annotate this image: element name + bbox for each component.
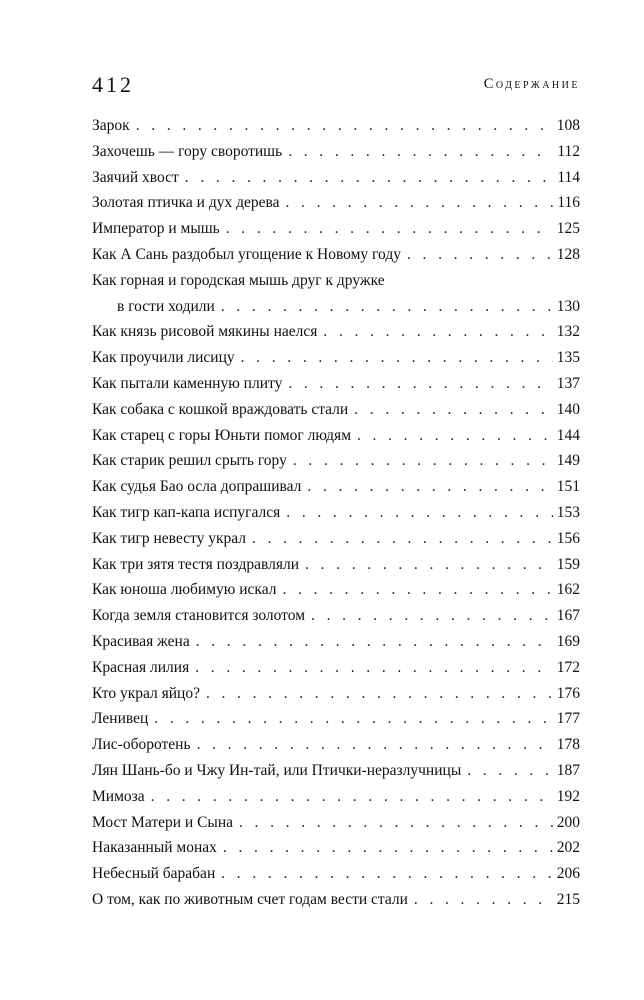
- toc-entry-page: 130: [556, 297, 580, 315]
- toc-leader-dots: [407, 242, 553, 268]
- toc-leader-dots: [307, 474, 552, 500]
- toc-entry-title: Красивая жена: [92, 632, 190, 650]
- toc-entry-title: Лис-оборотень: [92, 736, 191, 754]
- toc-entry-title: Как юноша любимую искал: [92, 581, 277, 599]
- toc-leader-dots: [196, 629, 553, 655]
- toc-leader-dots: [151, 784, 553, 810]
- toc-entry: [92, 526, 580, 552]
- toc-entry-title: Лян Шань-бо и Чжу Ин-тай, или Птички-неразлучницы: [92, 761, 462, 779]
- running-head: Содержание: [483, 76, 580, 92]
- toc-entry: [92, 500, 580, 526]
- toc-entry-page: 202: [556, 839, 580, 857]
- toc-entry-title: Как тигр невесту украл: [92, 529, 246, 547]
- toc-leader-dots: [467, 758, 553, 784]
- toc-entry: [92, 113, 580, 139]
- toc-entry: [92, 835, 580, 861]
- toc-entry-title: Как собака с кошкой враждовать стали: [92, 400, 349, 418]
- toc-entry-page: 135: [556, 349, 580, 367]
- toc-leader-dots: [285, 190, 553, 216]
- toc-entry-title: Император и мышь: [92, 220, 220, 238]
- toc-entry-page: 200: [556, 813, 580, 831]
- toc-entry-title: Красная лилия: [92, 658, 190, 676]
- toc-entry-title: Захочешь — гору своротишь: [92, 142, 283, 160]
- toc-entry-title: Небесный барабан: [92, 865, 216, 883]
- toc-entry-title: Как А Сань раздобыл угощение к Новому году: [92, 245, 401, 263]
- toc-entry-page: 177: [556, 710, 580, 728]
- toc-entry: [92, 732, 580, 758]
- toc-entry-page: 149: [556, 452, 580, 470]
- toc-entry: [92, 706, 580, 732]
- toc-entry-title: Как судья Бао осла допрашивал: [92, 478, 302, 496]
- toc-leader-dots: [288, 371, 552, 397]
- toc-leader-dots: [311, 603, 553, 629]
- toc-entry-title: Как три зятя тестя поздравляли: [92, 555, 300, 573]
- toc-leader-dots: [185, 165, 554, 191]
- toc-entry-page: 108: [556, 117, 580, 134]
- toc-entry-page: 162: [556, 581, 580, 599]
- toc-entry-page: 125: [556, 220, 580, 238]
- toc-entry-page: 112: [557, 142, 580, 160]
- toc-entry: [92, 887, 580, 913]
- toc-entry: [92, 242, 580, 268]
- toc-entry: [92, 448, 580, 474]
- toc-leader-dots: [414, 887, 553, 913]
- toc-entry-title: Мимоза: [92, 787, 145, 805]
- toc-entry-page: 132: [556, 323, 580, 341]
- toc-leader-dots: [226, 216, 553, 242]
- page-number: 412: [92, 72, 134, 97]
- toc-leader-dots: [323, 319, 552, 345]
- toc-entry-page: 187: [556, 761, 580, 779]
- toc-entry-page: 137: [556, 374, 580, 392]
- toc-entry-title: Мост Матери и Сына: [92, 813, 233, 831]
- toc-entry-title: Как старик решил срыть гору: [92, 452, 287, 470]
- toc-leader-dots: [282, 577, 552, 603]
- toc-entry: [92, 319, 580, 345]
- toc-entry: [92, 577, 580, 603]
- toc-entry: [92, 603, 580, 629]
- toc-leader-dots: [305, 552, 553, 578]
- toc-entry: [92, 810, 580, 836]
- toc-entry-page: 169: [556, 632, 580, 650]
- toc-entry: [92, 268, 580, 320]
- toc-leader-dots: [357, 423, 553, 449]
- toc-entry-page: 215: [556, 890, 580, 908]
- toc-leader-dots: [286, 500, 552, 526]
- toc-leader-dots: [223, 835, 553, 861]
- toc-leader-dots: [354, 397, 553, 423]
- toc-entry: [92, 474, 580, 500]
- toc-entry: [92, 190, 580, 216]
- toc-entry-title: Наказанный монах: [92, 839, 217, 857]
- toc-leader-dots: [293, 448, 553, 474]
- toc-entry-page: 167: [556, 607, 580, 625]
- toc-leader-dots: [136, 113, 553, 139]
- toc-leader-dots: [197, 732, 553, 758]
- toc-entry: [92, 423, 580, 449]
- toc-entry: [92, 629, 580, 655]
- toc-entry-page: 144: [556, 426, 580, 444]
- toc-entry: [92, 397, 580, 423]
- toc-entry-page: 153: [556, 503, 580, 521]
- toc-entry-page: 192: [556, 787, 580, 805]
- toc-entry-page: 176: [556, 684, 580, 702]
- toc-entry-title: Зарок: [92, 117, 130, 134]
- toc-entry: [92, 139, 580, 165]
- toc-entry-page: 140: [556, 400, 580, 418]
- toc-entry-title: в гости ходили: [117, 297, 215, 315]
- toc-leader-dots: [241, 345, 553, 371]
- toc-leader-dots: [221, 861, 553, 887]
- toc-entry: [92, 681, 580, 707]
- toc-entry: [92, 861, 580, 887]
- toc-leader-dots: [206, 681, 553, 707]
- toc-entry-title: Заячий хвост: [92, 168, 179, 186]
- toc-entry-page: 151: [556, 478, 580, 496]
- table-of-contents: [92, 113, 580, 913]
- toc-entry-title: О том, как по животным счет годам вести стали: [92, 890, 408, 908]
- toc-entry-title: Когда земля становится золотом: [92, 607, 306, 625]
- toc-entry-page: 159: [556, 555, 580, 573]
- toc-entry-page: 128: [556, 245, 580, 263]
- toc-entry-title: Как тигр кап-капа испугался: [92, 503, 281, 521]
- toc-entry-title: Кто украл яйцо?: [92, 684, 200, 702]
- toc-entry-title: Как пытали каменную плиту: [92, 374, 283, 392]
- toc-leader-dots: [239, 810, 553, 836]
- toc-entry: [92, 758, 580, 784]
- toc-entry-page: 206: [556, 865, 580, 883]
- toc-entry: [92, 371, 580, 397]
- toc-entry: [92, 216, 580, 242]
- toc-entry: [92, 345, 580, 371]
- page-header: [92, 72, 580, 102]
- toc-entry-page: 156: [556, 529, 580, 547]
- toc-entry: [92, 552, 580, 578]
- toc-entry-title-line1: Как горная и городская мышь друг к дружке: [92, 271, 385, 289]
- toc-entry-title: Золотая птичка и дух дерева: [92, 194, 280, 212]
- toc-leader-dots: [195, 655, 553, 681]
- toc-entry-title: Как старец с горы Юньти помог людям: [92, 426, 351, 444]
- toc-entry: [92, 655, 580, 681]
- toc-entry-title: Ленивец: [92, 710, 149, 728]
- toc-leader-dots: [252, 526, 553, 552]
- toc-entry-page: 172: [556, 658, 580, 676]
- toc-entry-page: 114: [557, 168, 580, 186]
- toc-entry-title: Как проучили лисицу: [92, 349, 235, 367]
- toc-leader-dots: [154, 706, 552, 732]
- toc-entry: [92, 784, 580, 810]
- toc-entry-page: 178: [556, 736, 580, 754]
- toc-leader-dots: [288, 139, 553, 165]
- toc-entry-page: 116: [557, 194, 580, 212]
- toc-leader-dots: [221, 294, 553, 320]
- toc-entry: [92, 165, 580, 191]
- toc-entry-title: Как князь рисовой мякины наелся: [92, 323, 318, 341]
